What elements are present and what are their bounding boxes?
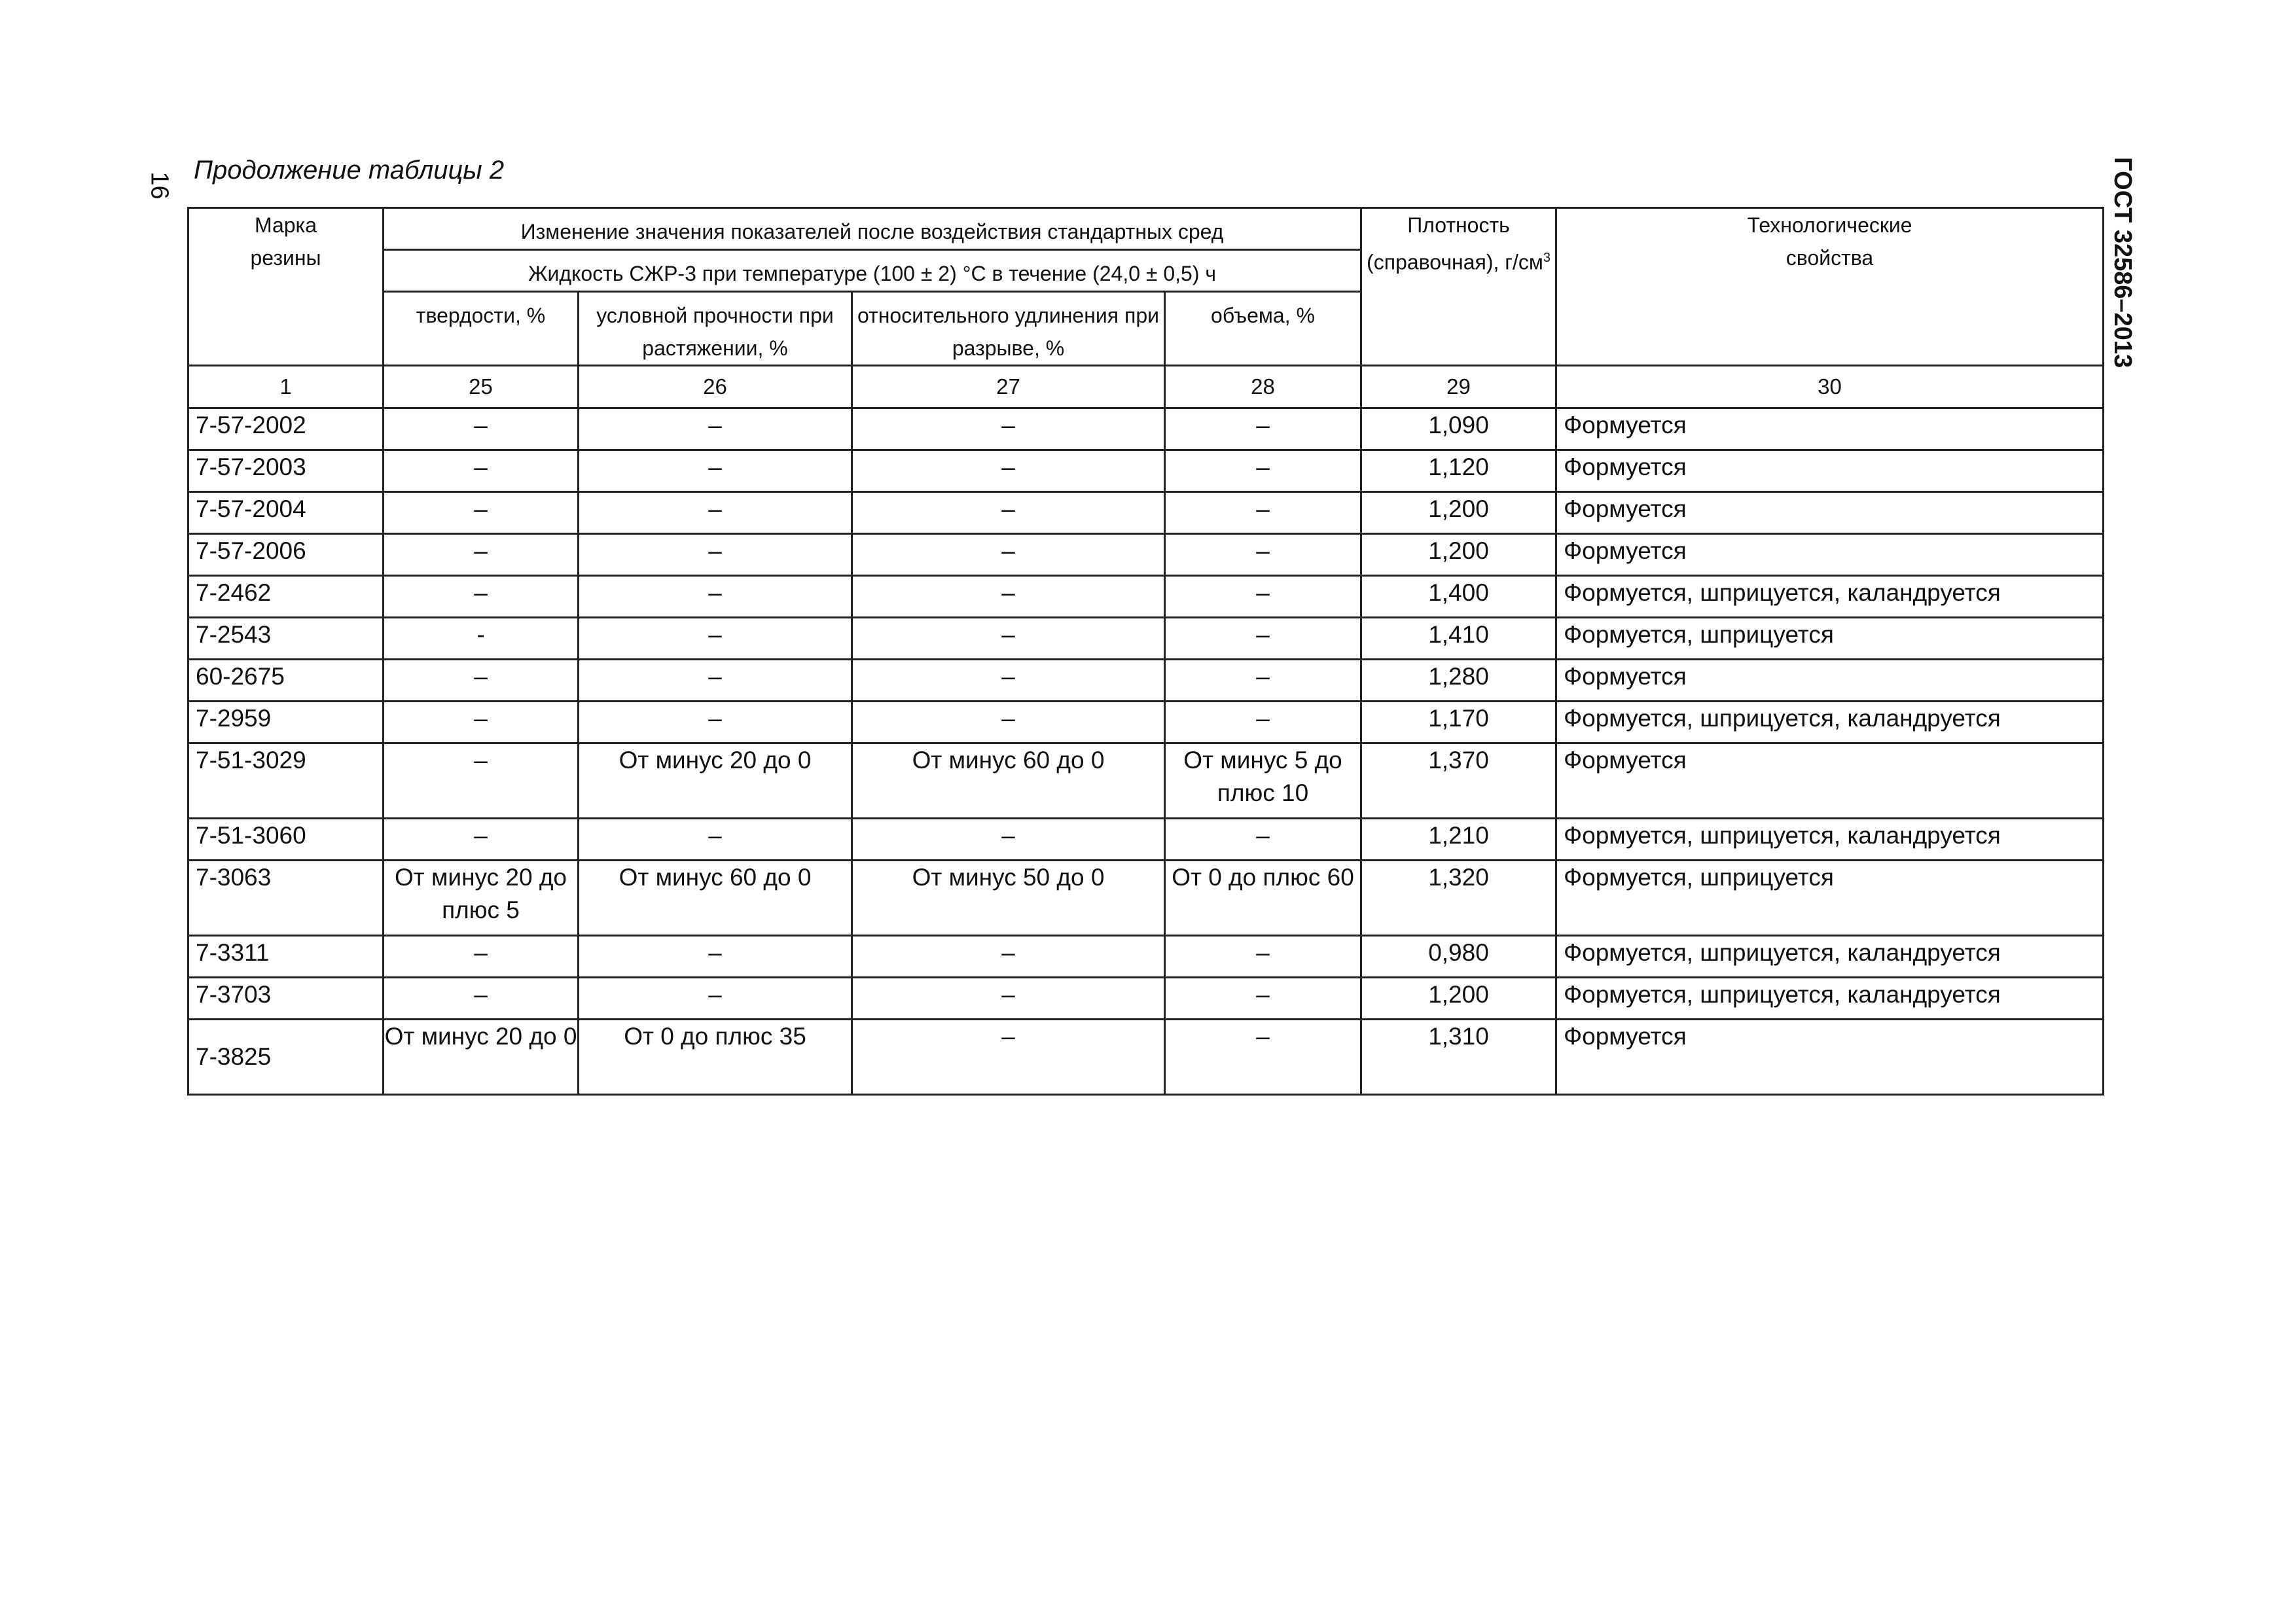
brand-cell: 7-57-2002 <box>188 408 384 450</box>
column-number: 27 <box>852 366 1165 408</box>
table-row <box>188 660 2104 702</box>
table-row <box>188 408 2104 450</box>
hardness-cell: – <box>384 450 579 492</box>
header-group: Изменение значения показателей после воздействия стандартных сред <box>384 208 1361 250</box>
table-body <box>188 408 2104 1095</box>
table-row <box>188 936 2104 978</box>
table-row <box>188 978 2104 1020</box>
brand-cell: 7-2959 <box>188 702 384 743</box>
data-table <box>187 207 2104 1096</box>
column-number-row <box>188 366 2104 408</box>
strength-cell: – <box>579 450 852 492</box>
density-cell: 1,320 <box>1361 861 1556 936</box>
standard-label: ГОСТ 32586–2013 <box>2109 157 2136 368</box>
table-row <box>188 743 2104 819</box>
header-elongation: относительного удлинения при разрыве, % <box>852 292 1165 366</box>
density-cell: 1,120 <box>1361 450 1556 492</box>
hardness-cell: – <box>384 408 579 450</box>
strength-cell: От минус 60 до 0 <box>579 861 852 936</box>
brand-cell: 7-2462 <box>188 576 384 618</box>
tech-cell: Формуется, шприцуется, каландруется <box>1556 576 2104 618</box>
volume-cell: От 0 до плюс 60 <box>1165 861 1361 936</box>
brand-cell: 7-51-3029 <box>188 743 384 819</box>
header-density <box>1361 208 1556 366</box>
hardness-cell: – <box>384 702 579 743</box>
elongation-cell: – <box>852 978 1165 1020</box>
brand-cell: 7-3825 <box>188 1020 384 1095</box>
page-number: 16 <box>145 171 173 200</box>
brand-cell: 7-2543 <box>188 618 384 660</box>
density-cell: 1,170 <box>1361 702 1556 743</box>
volume-cell: – <box>1165 576 1361 618</box>
strength-cell: – <box>579 936 852 978</box>
hardness-cell: – <box>384 492 579 534</box>
tech-cell: Формуется, шприцуется, каландруется <box>1556 936 2104 978</box>
hardness-cell: – <box>384 819 579 861</box>
density-cell: 1,200 <box>1361 492 1556 534</box>
elongation-cell: – <box>852 408 1165 450</box>
table-row <box>188 534 2104 576</box>
elongation-cell: – <box>852 450 1165 492</box>
elongation-cell: – <box>852 819 1165 861</box>
volume-cell: – <box>1165 702 1361 743</box>
header-tech: Технологические свойства <box>1556 208 2104 366</box>
tech-cell: Формуется <box>1556 534 2104 576</box>
brand-cell: 7-57-2003 <box>188 450 384 492</box>
volume-cell: – <box>1165 936 1361 978</box>
brand-cell: 7-51-3060 <box>188 819 384 861</box>
density-cell: 1,090 <box>1361 408 1556 450</box>
table-row <box>188 702 2104 743</box>
elongation-cell: – <box>852 618 1165 660</box>
density-cell: 1,200 <box>1361 978 1556 1020</box>
header-density-label: Плотность (справочная), г/см <box>1367 213 1543 274</box>
elongation-cell: – <box>852 702 1165 743</box>
table-row <box>188 492 2104 534</box>
tech-cell: Формуется <box>1556 492 2104 534</box>
column-number: 25 <box>384 366 579 408</box>
volume-cell: – <box>1165 450 1361 492</box>
elongation-cell: – <box>852 576 1165 618</box>
volume-cell: – <box>1165 819 1361 861</box>
hardness-cell: – <box>384 534 579 576</box>
table-row <box>188 1020 2104 1095</box>
table-row <box>188 450 2104 492</box>
tech-cell: Формуется <box>1556 408 2104 450</box>
tech-cell: Формуется <box>1556 1020 2104 1095</box>
volume-cell: – <box>1165 618 1361 660</box>
table-caption: Продолжение таблицы 2 <box>194 156 505 185</box>
elongation-cell: От минус 50 до 0 <box>852 861 1165 936</box>
volume-cell: – <box>1165 1020 1361 1095</box>
density-cell: 1,400 <box>1361 576 1556 618</box>
tech-cell: Формуется, шприцуется <box>1556 861 2104 936</box>
strength-cell: – <box>579 492 852 534</box>
brand-cell: 60-2675 <box>188 660 384 702</box>
elongation-cell: – <box>852 1020 1165 1095</box>
header-volume: объема, % <box>1165 292 1361 366</box>
strength-cell: – <box>579 408 852 450</box>
strength-cell: – <box>579 978 852 1020</box>
density-cell: 1,310 <box>1361 1020 1556 1095</box>
elongation-cell: – <box>852 492 1165 534</box>
strength-cell: От 0 до плюс 35 <box>579 1020 852 1095</box>
elongation-cell: – <box>852 660 1165 702</box>
hardness-cell: – <box>384 743 579 819</box>
hardness-cell: - <box>384 618 579 660</box>
hardness-cell: – <box>384 576 579 618</box>
density-cell: 1,280 <box>1361 660 1556 702</box>
brand-cell: 7-3703 <box>188 978 384 1020</box>
header-density-sup: 3 <box>1543 251 1551 265</box>
header-strength: условной прочности при растяжении, % <box>579 292 852 366</box>
density-cell: 0,980 <box>1361 936 1556 978</box>
volume-cell: – <box>1165 978 1361 1020</box>
hardness-cell: От минус 20 до плюс 5 <box>384 861 579 936</box>
hardness-cell: – <box>384 660 579 702</box>
table-row <box>188 618 2104 660</box>
strength-cell: – <box>579 534 852 576</box>
hardness-cell: От минус 20 до 0 <box>384 1020 579 1095</box>
tech-cell: Формуется, шприцуется <box>1556 618 2104 660</box>
hardness-cell: – <box>384 978 579 1020</box>
volume-cell: – <box>1165 408 1361 450</box>
density-cell: 1,370 <box>1361 743 1556 819</box>
density-cell: 1,410 <box>1361 618 1556 660</box>
table-row <box>188 819 2104 861</box>
elongation-cell: – <box>852 936 1165 978</box>
tech-cell: Формуется <box>1556 660 2104 702</box>
column-number: 29 <box>1361 366 1556 408</box>
column-number: 26 <box>579 366 852 408</box>
header-hardness: твердости, % <box>384 292 579 366</box>
brand-cell: 7-57-2004 <box>188 492 384 534</box>
strength-cell: – <box>579 702 852 743</box>
strength-cell: – <box>579 618 852 660</box>
table-row <box>188 861 2104 936</box>
density-cell: 1,210 <box>1361 819 1556 861</box>
strength-cell: – <box>579 819 852 861</box>
density-cell: 1,200 <box>1361 534 1556 576</box>
brand-cell: 7-57-2006 <box>188 534 384 576</box>
volume-cell: – <box>1165 534 1361 576</box>
table-row <box>188 576 2104 618</box>
tech-cell: Формуется, шприцуется, каландруется <box>1556 702 2104 743</box>
header-brand: Марка резины <box>188 208 384 366</box>
strength-cell: – <box>579 576 852 618</box>
brand-cell: 7-3063 <box>188 861 384 936</box>
hardness-cell: – <box>384 936 579 978</box>
brand-cell: 7-3311 <box>188 936 384 978</box>
column-number: 30 <box>1556 366 2104 408</box>
column-number: 28 <box>1165 366 1361 408</box>
elongation-cell: – <box>852 534 1165 576</box>
strength-cell: От минус 20 до 0 <box>579 743 852 819</box>
column-number: 1 <box>188 366 384 408</box>
strength-cell: – <box>579 660 852 702</box>
volume-cell: От минус 5 до плюс 10 <box>1165 743 1361 819</box>
header-subgroup: Жидкость СЖР-3 при температуре (100 ± 2) °С в течение (24,0 ± 0,5) ч <box>384 250 1361 292</box>
tech-cell: Формуется, шприцуется, каландруется <box>1556 978 2104 1020</box>
tech-cell: Формуется, шприцуется, каландруется <box>1556 819 2104 861</box>
tech-cell: Формуется <box>1556 450 2104 492</box>
volume-cell: – <box>1165 492 1361 534</box>
elongation-cell: От минус 60 до 0 <box>852 743 1165 819</box>
volume-cell: – <box>1165 660 1361 702</box>
tech-cell: Формуется <box>1556 743 2104 819</box>
